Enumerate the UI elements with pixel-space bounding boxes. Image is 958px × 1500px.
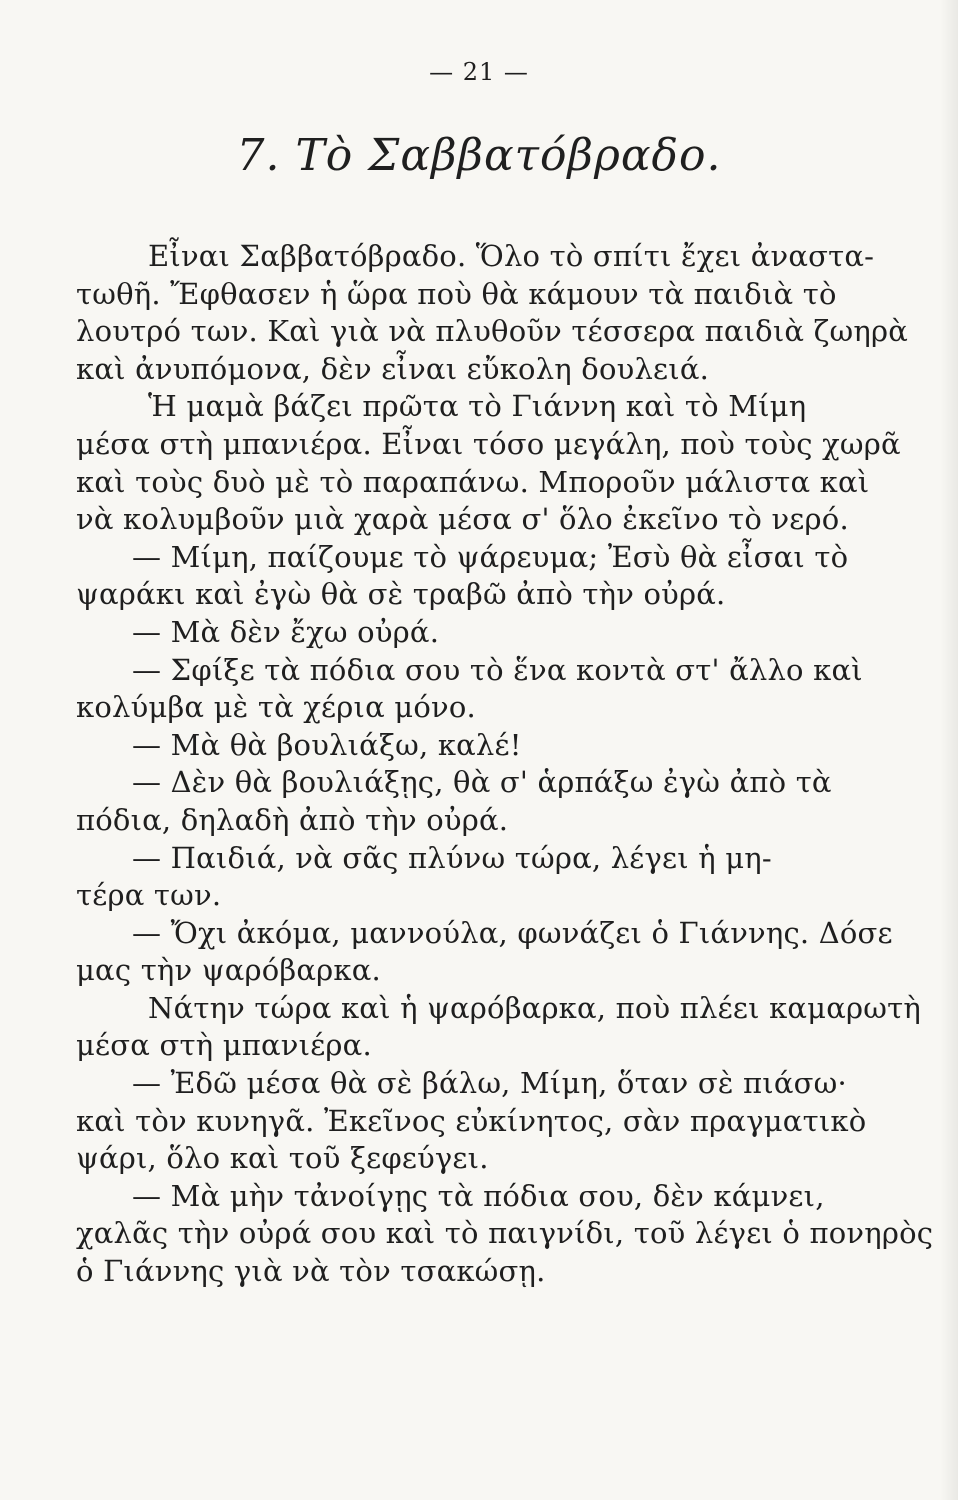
text-line: — Παιδιά, νὰ σᾶς πλύνω τώρα, λέγει ἡ μη- <box>132 840 772 875</box>
text-line: ὁ Γιάννης γιὰ νὰ τὸν τσακώσῃ. <box>76 1254 546 1289</box>
text-line: μέσα στὴ μπανιέρα. <box>76 1028 372 1063</box>
text-line: καὶ τοὺς δυὸ μὲ τὸ παραπάνω. Μποροῦν μάλιστα καὶ <box>76 464 870 499</box>
text-line: — Ἐδῶ μέσα θὰ σὲ βάλω, Μίμη, ὅταν σὲ πιάσω· <box>132 1066 847 1101</box>
text-line: — Ὄχι ἀκόμα, μαννούλα, φωνάζει ὁ Γιάννης. Δόσε <box>132 915 893 950</box>
page-number: — 21 — <box>429 58 529 86</box>
text-line: ψάρι, ὅλο καὶ τοῦ ξεφεύγει. <box>76 1141 489 1176</box>
text-line: — Μίμη, παίζουμε τὸ ψάρευμα; Ἐσὺ θὰ εἶσαι τὸ <box>132 539 849 574</box>
text-line: — Μὰ δὲν ἔχω οὐρά. <box>132 614 440 649</box>
text-line: — Σφίξε τὰ πόδια σου τὸ ἕνα κοντὰ στ' ἄλλο καὶ <box>132 652 863 687</box>
text-line: καὶ ἀνυπόμονα, δὲν εἶναι εὔκολη δουλειά. <box>76 351 710 386</box>
text-line: τέρα των. <box>76 878 222 913</box>
page-edge-shadow <box>940 0 958 1500</box>
text-line: πόδια, δηλαδὴ ἀπὸ τὴν οὐρά. <box>76 802 509 837</box>
text-line: μέσα στὴ μπανιέρα. Εἶναι τόσο μεγάλη, ποὺ τοὺς χωρᾶ <box>76 426 901 461</box>
text-line: λουτρό των. Καὶ γιὰ νὰ πλυθοῦν τέσσερα παιδιὰ ζωηρὰ <box>76 314 908 349</box>
text-line: — Μὰ μὴν τἀνοίγῃς τὰ πόδια σου, δὲν κάμνει, <box>132 1178 825 1213</box>
text-line: κολύμβα μὲ τὰ χέρια μόνο. <box>76 690 476 725</box>
body-text <box>76 238 934 1291</box>
text-line: Νάτην τώρα καὶ ἡ ψαρόβαρκα, ποὺ πλέει καμαρωτὴ <box>148 990 921 1025</box>
text-line: τωθῆ. Ἔφθασεν ἡ ὥρα ποὺ θὰ κάμουν τὰ παιδιὰ τὸ <box>76 276 837 311</box>
text-line: Εἶναι Σαββατόβραδο. Ὅλο τὸ σπίτι ἔχει ἀναστα- <box>148 239 875 273</box>
text-line: χαλᾶς τὴν οὐρά σου καὶ τὸ παιγνίδι, τοῦ λέγει ὁ πονηρὸς <box>76 1216 934 1251</box>
text-line: νὰ κολυμβοῦν μιὰ χαρὰ μέσα σ' ὅλο ἐκεῖνο τὸ νερό. <box>76 502 849 537</box>
text-line: ψαράκι καὶ ἐγὼ θὰ σὲ τραβῶ ἀπὸ τὴν οὐρά. <box>76 577 726 612</box>
text-line: μας τὴν ψαρόβαρκα. <box>76 953 381 988</box>
chapter-title: 7. Τὸ Σαββατόβραδο. <box>236 130 722 181</box>
text-line: καὶ τὸν κυνηγᾶ. Ἐκεῖνος εὐκίνητος, σὰν πραγματικὸ <box>76 1103 867 1138</box>
text-line: Ἡ μαμὰ βάζει πρῶτα τὸ Γιάννη καὶ τὸ Μίμη <box>148 389 807 424</box>
text-line: — Δὲν θὰ βουλιάξῃς, θὰ σ' ἁρπάξω ἐγὼ ἀπὸ τὰ <box>132 765 832 800</box>
text-line: — Μὰ θὰ βουλιάξω, καλέ! <box>132 727 522 762</box>
